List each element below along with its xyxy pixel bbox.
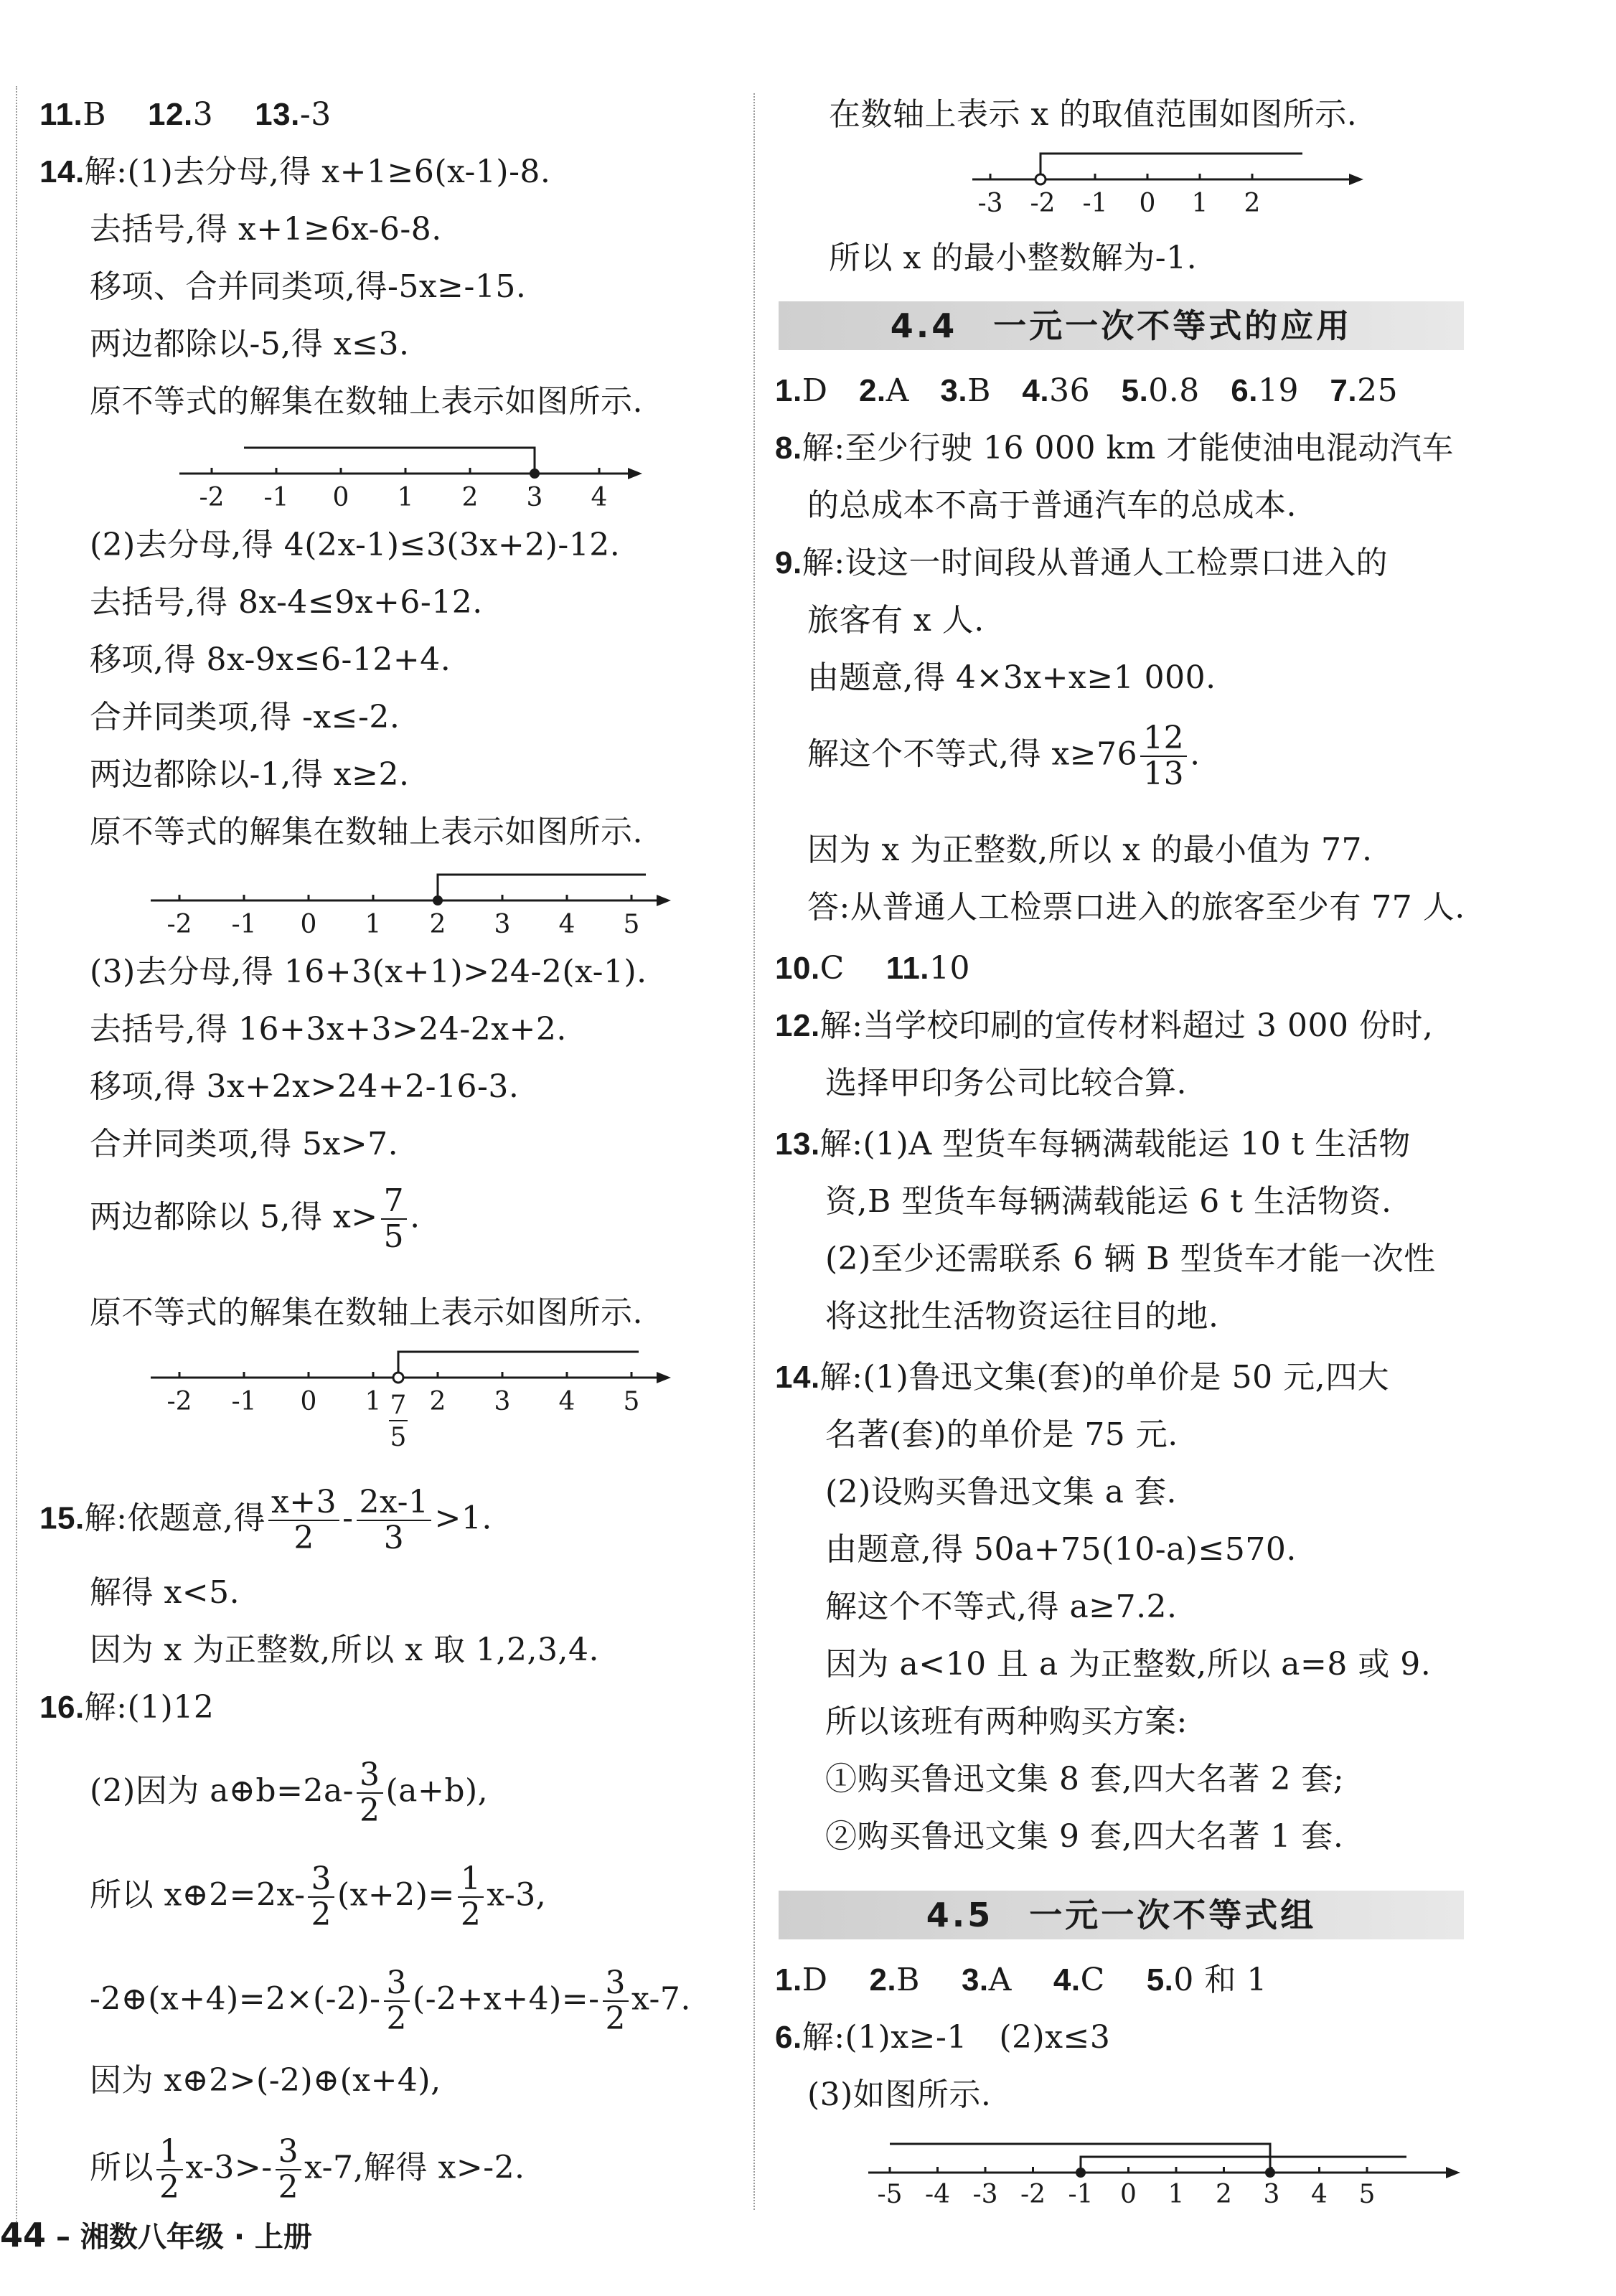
text: 所以 x⊕2=2x- <box>90 1876 306 1914</box>
text-line: 原不等式的解集在数轴上表示如图所示. <box>90 383 643 420</box>
number-line-1 <box>172 438 646 517</box>
tick-label: -2 <box>166 910 192 939</box>
tick-label: 2 <box>461 483 479 512</box>
fraction <box>458 1862 484 1932</box>
denominator: 2 <box>605 2000 626 2037</box>
numerator: 3 <box>357 1758 383 1794</box>
number-line-2 <box>144 865 675 944</box>
q-number: 9. <box>775 545 802 580</box>
text: 解:(1)A 型货车每辆满载能运 10 t 生活物 <box>819 1126 1411 1162</box>
numerator: 1 <box>458 1862 484 1898</box>
text-line: 因为 x 为正整数,所以 x 取 1,2,3,4. <box>90 1632 599 1668</box>
q14-right-line <box>775 1356 1389 1399</box>
answer: D <box>802 1962 828 1998</box>
tick-label: 2 <box>1244 189 1261 218</box>
mark-denominator: 5 <box>390 1423 407 1452</box>
answer: 36 <box>1049 372 1091 409</box>
frac-line-16-3 <box>90 1862 546 1932</box>
tick-label: 3 <box>494 1387 511 1416</box>
q-number: 12. <box>775 1008 820 1043</box>
q-number: 7. <box>1330 373 1358 408</box>
text: x-3>- <box>185 2149 273 2186</box>
tick-label: -4 <box>924 2180 951 2209</box>
text: 所以 <box>90 2149 154 2186</box>
q15-line <box>39 1485 492 1556</box>
text-line: (3)去分母,得 16+3(x+1)>24-2(x-1). <box>90 954 647 990</box>
section-heading-4-5: 4.5 一元一次不等式组 <box>779 1891 1464 1939</box>
tick-label: -1 <box>1082 189 1108 218</box>
frac-line-76 <box>807 721 1201 791</box>
numerator: 2x-1 <box>357 1485 432 1521</box>
q-number: 5. <box>1121 373 1149 408</box>
text-line: (2)去分母,得 4(2x-1)≤3(3x+2)-12. <box>90 527 621 563</box>
tick-label: 4 <box>591 483 608 512</box>
tick-label: 2 <box>1216 2180 1232 2209</box>
tick-label: -2 <box>1020 2180 1046 2209</box>
text-line: 去括号,得 8x-4≤9x+6-12. <box>90 584 483 621</box>
tick-label: -2 <box>199 483 225 512</box>
tick-label: -2 <box>166 1387 192 1416</box>
q-number: 15. <box>39 1500 85 1536</box>
number-line-3 <box>144 1342 675 1464</box>
q14-line <box>39 151 550 194</box>
number-line-4 <box>965 144 1367 222</box>
denominator: 2 <box>460 1896 481 1933</box>
tick-label: 0 <box>300 910 317 939</box>
denominator: 13 <box>1143 756 1185 792</box>
q-number: 13. <box>255 97 300 132</box>
q-number: 5. <box>1146 1962 1174 1998</box>
denominator: 2 <box>386 2000 408 2037</box>
text: (-2+x+4)=- <box>413 1980 600 2018</box>
fraction <box>156 2135 183 2205</box>
section-heading-4-4: 4.4 一元一次不等式的应用 <box>779 301 1464 350</box>
page-number: 44 <box>0 2216 47 2254</box>
tick-label: 4 <box>1311 2180 1328 2209</box>
tick-label: 1 <box>365 1387 382 1416</box>
answer: 25 <box>1357 372 1399 409</box>
answer: B <box>896 1962 920 1998</box>
text-line: 两边都除以-5,得 x≤3. <box>90 326 410 362</box>
tick-label: 3 <box>494 910 511 939</box>
text: 解:至少行驶 16 000 km 才能使油电混动汽车 <box>802 430 1454 466</box>
q-number: 12. <box>148 97 193 132</box>
denominator: 3 <box>383 1520 405 1556</box>
text: . <box>1190 735 1201 773</box>
text-line: (3)如图所示. <box>807 2076 992 2113</box>
text: 解:(1)12 <box>84 1689 215 1726</box>
q8-line <box>775 427 1454 470</box>
q13-line <box>775 1123 1411 1166</box>
tick-label: 0 <box>332 483 349 512</box>
text-line: 解得 x<5. <box>90 1574 240 1611</box>
left-margin-rule <box>16 86 17 2224</box>
text-line: 移项,得 3x+2x>24+2-16-3. <box>90 1068 520 1105</box>
tick-label: 0 <box>300 1387 317 1416</box>
text-line: 的总成本不高于普通汽车的总成本. <box>807 487 1297 524</box>
text: >1. <box>434 1500 492 1537</box>
q-number: 11. <box>885 951 930 986</box>
q-number: 3. <box>961 1962 989 1998</box>
answers-1-7 <box>775 370 1398 413</box>
tick-label: -1 <box>263 483 289 512</box>
q-number: 2. <box>858 373 886 408</box>
text-line: 在数轴上表示 x 的取值范围如图所示. <box>829 96 1358 133</box>
answer: 10 <box>929 950 971 987</box>
text-line: 旅客有 x 人. <box>807 602 985 639</box>
text-line: 解这个不等式,得 a≥7.2. <box>825 1589 1178 1625</box>
q-number: 6. <box>1231 373 1258 408</box>
frac-line-16-4 <box>90 1966 691 2036</box>
numerator: 7 <box>381 1184 408 1220</box>
answer: B <box>83 96 107 133</box>
tick-label: 3 <box>1263 2180 1280 2209</box>
tick-label: 5 <box>1358 2180 1376 2209</box>
text: x-3, <box>487 1876 547 1914</box>
text-line: ②购买鲁迅文集 9 套,四大名著 1 套. <box>825 1818 1344 1855</box>
text: 解这个不等式,得 x≥76 <box>807 735 1138 773</box>
text: 两边都除以 5,得 x> <box>90 1198 378 1236</box>
q16-line <box>39 1686 214 1729</box>
q-number: 1. <box>775 1962 802 1998</box>
tick-label: 4 <box>558 910 576 939</box>
text: 解:(1)去分母,得 x+1≥6(x-1)-8. <box>84 154 551 190</box>
answer: 19 <box>1257 372 1299 409</box>
answer: A <box>885 372 909 409</box>
fraction <box>357 1485 432 1556</box>
answer: C <box>819 950 845 987</box>
q-number: 14. <box>39 154 85 189</box>
answer: 0.8 <box>1148 372 1200 409</box>
text: 解:当学校印刷的宣传材料超过 3 000 份时, <box>819 1007 1434 1044</box>
tick-label: 1 <box>397 483 414 512</box>
q12-line <box>775 1004 1433 1048</box>
text: x-7. <box>631 1980 691 2018</box>
numerator: 1 <box>156 2135 183 2170</box>
text-line: 因为 x 为正整数,所以 x 的最小值为 77. <box>807 832 1373 868</box>
numerator: 3 <box>276 2135 302 2170</box>
tick-label: -3 <box>972 2180 998 2209</box>
denominator: 5 <box>383 1218 405 1255</box>
tick-label: 1 <box>1191 189 1208 218</box>
tick-label: 3 <box>526 483 543 512</box>
text-line: 移项,得 8x-9x≤6-12+4. <box>90 641 451 678</box>
answer: 3 <box>192 96 214 133</box>
text: 解:(1)鲁迅文集(套)的单价是 50 元,四大 <box>819 1359 1390 1396</box>
tick-label: 5 <box>623 910 640 939</box>
text-line: 名著(套)的单价是 75 元. <box>825 1416 1178 1453</box>
fraction <box>603 1966 629 2036</box>
frac-line-16-2 <box>90 1758 488 1828</box>
number-line-5 <box>861 2131 1471 2210</box>
text-line: 所以 x 的最小整数解为-1. <box>829 240 1198 276</box>
text-line: 合并同类项,得 5x>7. <box>90 1126 399 1162</box>
answer: 0 和 1 <box>1173 1962 1267 1998</box>
tick-label: 1 <box>1168 2180 1185 2209</box>
text-line: 选择甲印务公司比较合算. <box>825 1065 1187 1101</box>
text-line: 原不等式的解集在数轴上表示如图所示. <box>90 1294 643 1331</box>
text-line: 去括号,得 x+1≥6x-6-8. <box>90 211 442 248</box>
text-line: 答:从普通人工检票口进入的旅客至少有 77 人. <box>807 889 1465 926</box>
answers-10-11 <box>775 947 970 990</box>
frac-line-7-5 <box>90 1184 421 1254</box>
text-line: 将这批生活物资运往目的地. <box>825 1298 1219 1335</box>
fraction <box>276 2135 302 2205</box>
numerator: 12 <box>1140 721 1187 757</box>
text-line: 由题意,得 4×3x+x≥1 000. <box>807 659 1216 696</box>
tick-label: 0 <box>1139 189 1156 218</box>
q-number: 4. <box>1022 373 1050 408</box>
frac-line-16-5 <box>90 2135 525 2205</box>
q-number: 14. <box>775 1360 820 1395</box>
tick-label: 0 <box>1120 2180 1137 2209</box>
tick-label: -3 <box>977 189 1003 218</box>
q-number: 11. <box>39 97 83 132</box>
text-line: ①购买鲁迅文集 8 套,四大名著 2 套; <box>825 1761 1345 1797</box>
text-line: (2)设购买鲁迅文集 a 套. <box>825 1474 1178 1510</box>
column-divider <box>753 93 755 2210</box>
text: -2⊕(x+4)=2×(-2)- <box>90 1980 381 2018</box>
denominator: 2 <box>360 1792 380 1829</box>
tick-label: 4 <box>558 1387 576 1416</box>
mark-numerator: 7 <box>390 1391 407 1420</box>
tick-label: -2 <box>1030 189 1056 218</box>
text: (x+2)= <box>337 1876 455 1914</box>
text-line: 由题意,得 50a+75(10-a)≤570. <box>825 1531 1297 1568</box>
text: 解:设这一时间段从普通人工检票口进入的 <box>802 545 1389 581</box>
q-number: 10. <box>775 951 820 986</box>
text-line: 移项、合并同类项,得-5x≥-15. <box>90 268 527 305</box>
footer-separator: – <box>55 2221 70 2254</box>
text-line: 去括号,得 16+3x+3>24-2x+2. <box>90 1011 567 1048</box>
answers-11-13 <box>39 93 332 136</box>
fraction <box>308 1862 334 1932</box>
numerator: 3 <box>384 1966 410 2002</box>
q-number: 13. <box>775 1126 820 1162</box>
text: x-7,解得 x>-2. <box>304 2149 525 2186</box>
fraction <box>268 1485 339 1556</box>
text: (a+b), <box>385 1772 489 1810</box>
text: (2)因为 a⊕b=2a- <box>90 1772 354 1810</box>
text-line: 两边都除以-1,得 x≥2. <box>90 756 410 793</box>
text-line: 因为 a<10 且 a 为正整数,所以 a=8 或 9. <box>825 1646 1432 1683</box>
page-footer <box>0 2213 312 2259</box>
tick-label: -1 <box>231 1387 257 1416</box>
text: 解:(1)x≥-1 (2)x≤3 <box>802 2019 1111 2056</box>
q9-line <box>775 542 1388 585</box>
tick-label: -1 <box>231 910 257 939</box>
q-number: 8. <box>775 430 802 466</box>
tick-label: 2 <box>429 910 446 939</box>
answer: C <box>1080 1962 1105 1998</box>
text-line: 资,B 型货车每辆满载能运 6 t 生活物资. <box>825 1183 1392 1220</box>
text-line: 所以该班有两种购买方案: <box>825 1703 1188 1740</box>
answer: -3 <box>299 96 332 133</box>
tick-label: 5 <box>623 1387 640 1416</box>
q-number: 3. <box>940 373 968 408</box>
answer: A <box>988 1962 1012 1998</box>
denominator: 2 <box>293 1520 314 1556</box>
q-number: 2. <box>869 1962 897 1998</box>
q-number: 1. <box>775 373 802 408</box>
q-number: 4. <box>1053 1962 1081 1998</box>
fraction <box>381 1184 408 1254</box>
numerator: 3 <box>603 1966 629 2002</box>
tick-label: 2 <box>429 1387 446 1416</box>
answers-1-5 <box>775 1959 1267 2002</box>
denominator: 2 <box>311 1896 332 1933</box>
numerator: x+3 <box>268 1485 339 1521</box>
q6-line <box>775 2016 1110 2059</box>
fraction <box>384 1966 410 2036</box>
answer: D <box>802 372 828 409</box>
denominator: 2 <box>278 2169 299 2206</box>
numerator: 3 <box>308 1862 334 1898</box>
q-number: 16. <box>39 1690 85 1725</box>
tick-label: 1 <box>365 910 382 939</box>
fraction <box>1140 721 1187 791</box>
tick-label: -1 <box>1068 2180 1094 2209</box>
q-number: 6. <box>775 2020 802 2055</box>
text: - <box>342 1500 354 1537</box>
text-line: 合并同类项,得 -x≤-2. <box>90 699 400 735</box>
text-line: 原不等式的解集在数轴上表示如图所示. <box>90 814 643 850</box>
denominator: 2 <box>159 2169 180 2206</box>
book-title: 湘数八年级 · 上册 <box>80 2221 312 2254</box>
text: 解:依题意,得 <box>84 1500 266 1537</box>
text-line: 因为 x⊕2>(-2)⊕(x+4), <box>90 2062 441 2099</box>
text: . <box>410 1198 421 1236</box>
answer: B <box>967 372 991 409</box>
tick-label: -5 <box>877 2180 903 2209</box>
text-line: (2)至少还需联系 6 辆 B 型货车才能一次性 <box>825 1241 1436 1277</box>
fraction <box>357 1758 383 1828</box>
